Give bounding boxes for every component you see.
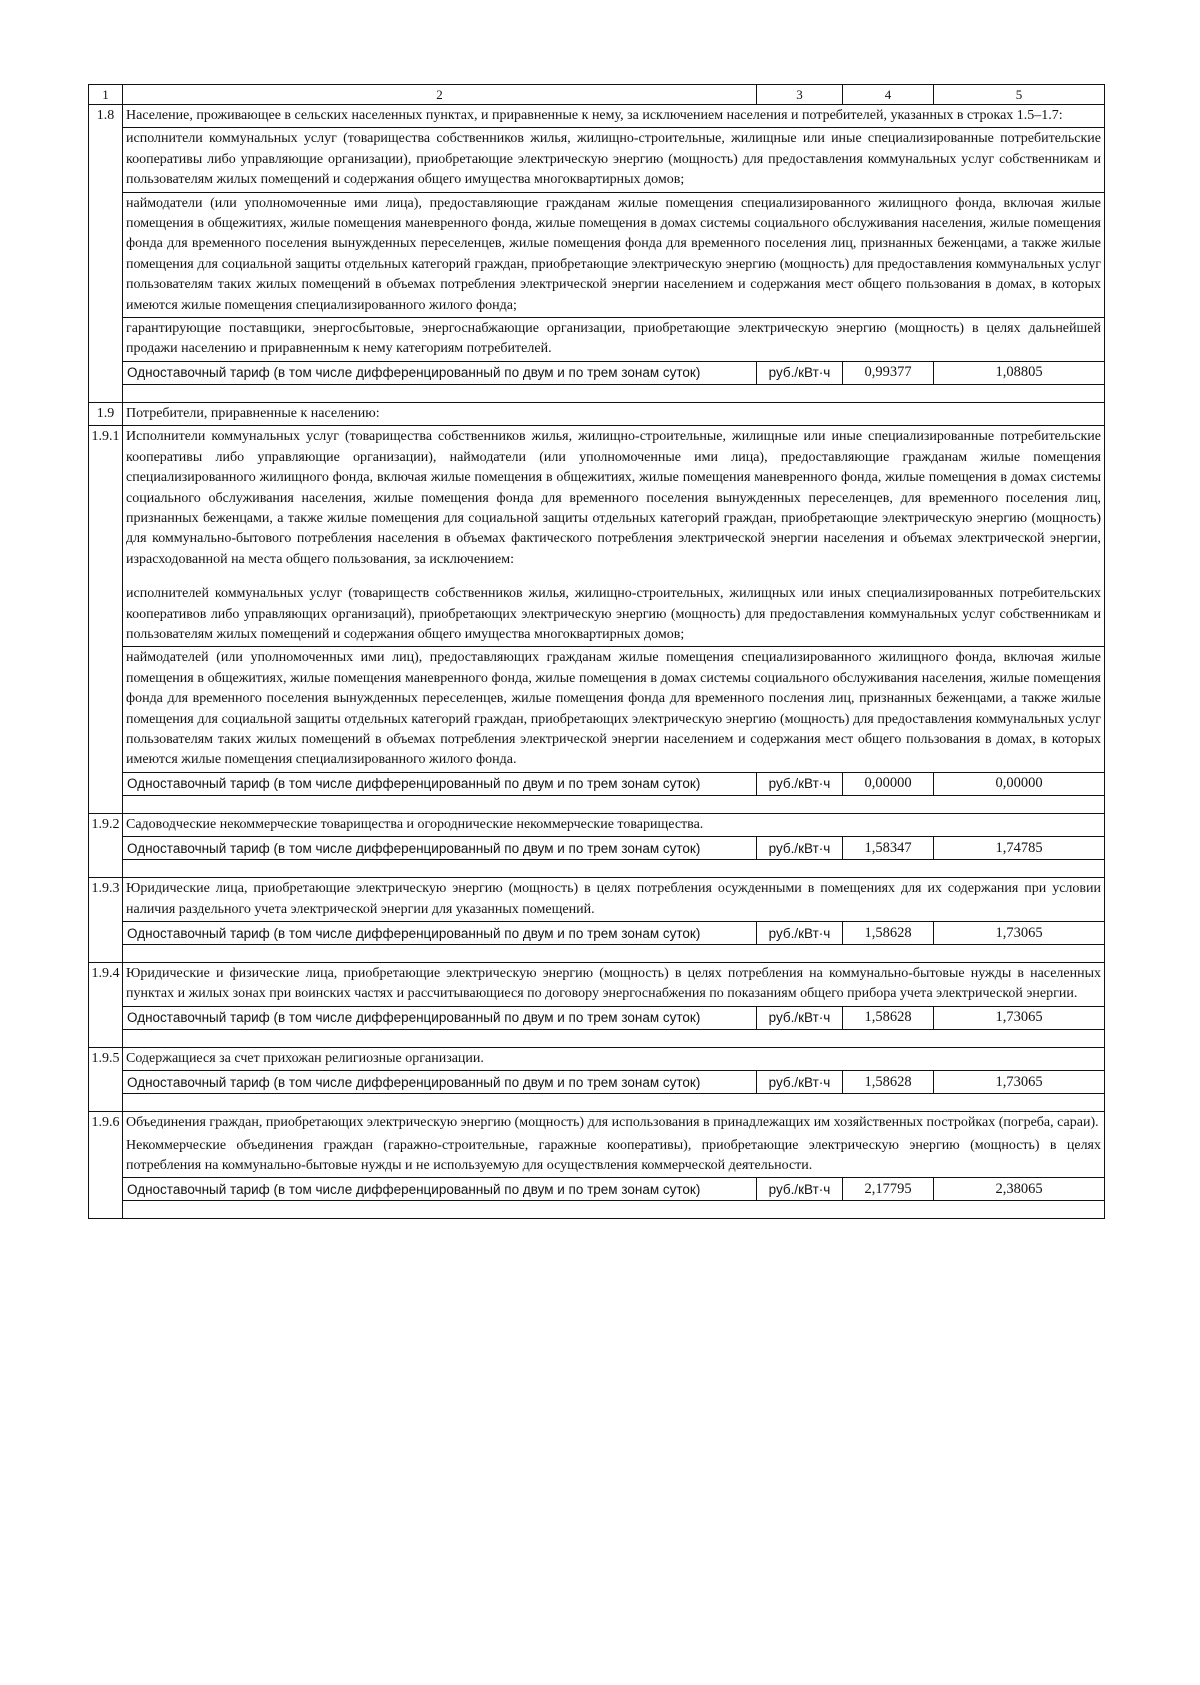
tariff-label: Одноставочный тариф (в том числе дифференцированный по двум и по трем зонам суток)	[123, 837, 757, 860]
tariff-value-col5: 2,38065	[934, 1178, 1105, 1201]
section-number: 1.9.1	[89, 426, 123, 814]
spacer-cell	[123, 1094, 1105, 1112]
section-row	[89, 963, 1105, 1007]
section-description	[123, 878, 1105, 922]
tariff-value-col4: 1,58628	[843, 922, 934, 945]
tariff-value-col5: 0,00000	[934, 772, 1105, 795]
spacer-row	[89, 860, 1105, 878]
section-description	[123, 402, 1105, 425]
section-paragraph: Потребители, приравненные к населению:	[126, 405, 380, 421]
section-paragraph: гарантирующие поставщики, энергосбытовые, энергоснабжающие организации, приобретающие электрическую энергию (мощность) в целях дальнейшей продажи населению и приравненным к нему категориям потребителей.	[123, 317, 1104, 361]
header-col-2: 2	[123, 85, 757, 105]
section-paragraph: исполнителей коммунальных услуг (товариществ собственников жилья, жилищно-строительных, жилищных или иных специализированных потребительских кооперативов либо управляющих организаций), приобретающих электрическую энергию (мощность) для предоставления коммунальных услуг собственникам и пользователям жилых помещений и содержания общего имущества многоквартирных домов;	[126, 586, 1101, 642]
section-paragraph: наймодатели (или уполномоченные ими лица), предоставляющие гражданам жилые помещения специализированного жилищного фонда, включая жилые помещения в общежитиях, жилые помещения маневренного фонда, жилые помещения в домах системы социального обслуживания населения, жилые помещения фонда для временного поселения вынужденных переселенцев, жилые помещения фонда для временного поселения лиц, признанных беженцами, а также жилые помещения для социальной защиты отдельных категорий граждан, приобретающие электрическую энергию (мощность) для предоставления коммунальных услуг пользователям таких жилых помещений в объемах потребления электрической энергии населением и содержания мест общего пользования в домах, в которых имеются жилые помещения специализированного жилого фонда;	[123, 192, 1104, 317]
tariff-unit: руб./кВт·ч	[757, 837, 843, 860]
tariff-label: Одноставочный тариф (в том числе дифференцированный по двум и по трем зонам суток)	[123, 361, 757, 384]
tariff-value-col4: 1,58628	[843, 1071, 934, 1094]
tariff-value-col5: 1,74785	[934, 837, 1105, 860]
section-row	[89, 105, 1105, 362]
section-paragraph: Содержащиеся за счет прихожан религиозные организации.	[126, 1050, 484, 1066]
tariff-unit: руб./кВт·ч	[757, 1006, 843, 1029]
spacer-cell	[123, 945, 1105, 963]
section-paragraph: Юридические лица, приобретающие электрическую энергию (мощность) в целях потребления осужденными в помещениях для их содержания при условии наличия раздельного учета электрической энергии для указанных помещений.	[126, 881, 1101, 917]
section-paragraph: Население, проживающее в сельских населенных пунктах, и приравненные к нему, за исключением населения и потребителей, указанных в строках 1.5–1.7:	[126, 108, 1063, 123]
tariff-label: Одноставочный тариф (в том числе дифференцированный по двум и по трем зонам суток)	[123, 1006, 757, 1029]
tariff-document	[88, 84, 1104, 1219]
tariff-value-col5: 1,73065	[934, 1071, 1105, 1094]
section-paragraph: Объединения граждан, приобретающих электрическую энергию (мощность) для использования в принадлежащих им хозяйственных постройках (погреба, сараи).	[126, 1115, 1099, 1131]
spacer-cell	[123, 795, 1105, 813]
tariff-value-col4: 0,00000	[843, 772, 934, 795]
spacer-cell	[123, 384, 1105, 402]
section-description	[123, 963, 1105, 1007]
tariff-row	[89, 922, 1105, 945]
section-description	[123, 1047, 1105, 1070]
header-col-1: 1	[89, 85, 123, 105]
spacer-cell	[123, 860, 1105, 878]
spacer-row	[89, 1201, 1105, 1219]
tariff-value-col4: 1,58628	[843, 1006, 934, 1029]
section-paragraph: Юридические и физические лица, приобретающие электрическую энергию (мощность) в целях потребления на коммунально-бытовые нужды в населенных пунктах и жилых зонах при воинских частях и рассчитывающиеся по договору энергоснабжения по показаниям общего прибора учета электрической энергии.	[126, 966, 1101, 1002]
section-number: 1.9.5	[89, 1047, 123, 1111]
tariff-row	[89, 361, 1105, 384]
section-paragraph: исполнители коммунальных услуг (товарищества собственников жилья, жилищно-строительные, жилищные или иные специализированные потребительские кооперативы либо управляющие организации), приобретающие электрическую энергию (мощность) для предоставления коммунальных услуг собственникам и пользователям жилых помещений и содержания общего имущества многоквартирных домов;	[123, 127, 1104, 191]
section-number: 1.9	[89, 402, 123, 425]
section-row	[89, 402, 1105, 425]
spacer-row	[89, 945, 1105, 963]
section-description	[123, 105, 1105, 362]
section-number: 1.8	[89, 105, 123, 403]
tariff-unit: руб./кВт·ч	[757, 1178, 843, 1201]
header-col-4: 4	[843, 85, 934, 105]
spacer-row	[89, 384, 1105, 402]
tariff-row	[89, 1178, 1105, 1201]
section-number: 1.9.6	[89, 1112, 123, 1219]
tariff-label: Одноставочный тариф (в том числе дифференцированный по двум и по трем зонам суток)	[123, 922, 757, 945]
tariff-label: Одноставочный тариф (в том числе дифференцированный по двум и по трем зонам суток)	[123, 1071, 757, 1094]
section-row	[89, 1047, 1105, 1070]
section-row	[89, 878, 1105, 922]
section-number: 1.9.4	[89, 963, 123, 1048]
tariff-value-col4: 0,99377	[843, 361, 934, 384]
section-paragraph: наймодателей (или уполномоченных ими лиц), предоставляющих гражданам жилые помещения специализированного жилищного фонда, включая жилые помещения в общежитиях, жилые помещения маневренного фонда, жилые помещения в домах системы социального обслуживания населения, жилые помещения фонда для временного поселения вынужденных переселенцев, жилые помещения фонда для временного посления лиц, признанных беженцами, а также жилые помещения для социальной защиты отдельных категорий граждан, приобретающих электрическую энергию (мощность) для предоставления коммунальных услуг пользователям таких жилых помещений в объемах потребления электрической энергии населением и содержания мест общего пользования в домах, в которых имеются жилые помещения специализированного жилого фонда.	[123, 646, 1104, 771]
section-paragraph: Садоводческие некоммерческие товарищества и огороднические некоммерческие товарищества.	[126, 816, 704, 832]
tariff-row	[89, 1006, 1105, 1029]
section-row	[89, 426, 1105, 773]
section-number: 1.9.2	[89, 813, 123, 877]
tariff-value-col4: 1,58347	[843, 837, 934, 860]
tariff-unit: руб./кВт·ч	[757, 361, 843, 384]
tariff-row	[89, 837, 1105, 860]
tariff-value-col4: 2,17795	[843, 1178, 934, 1201]
tariff-unit: руб./кВт·ч	[757, 772, 843, 795]
section-paragraph: Некоммерческие объединения граждан (гаражно-строительные, гаражные кооперативы), приобретающие электрическую энергию (мощность) в целях потребления на коммунально-бытовые нужды и не используемую для осуществления коммерческой деятельности.	[126, 1137, 1101, 1174]
tariff-label: Одноставочный тариф (в том числе дифференцированный по двум и по трем зонам суток)	[123, 1178, 757, 1201]
tariff-table	[88, 84, 1105, 1219]
tariff-label: Одноставочный тариф (в том числе дифференцированный по двум и по трем зонам суток)	[123, 772, 757, 795]
tariff-unit: руб./кВт·ч	[757, 1071, 843, 1094]
section-description	[123, 813, 1105, 836]
section-row	[89, 1112, 1105, 1178]
section-description	[123, 426, 1105, 773]
tariff-value-col5: 1,73065	[934, 1006, 1105, 1029]
header-col-5: 5	[934, 85, 1105, 105]
tariff-value-col5: 1,08805	[934, 361, 1105, 384]
tariff-unit: руб./кВт·ч	[757, 922, 843, 945]
header-col-3: 3	[757, 85, 843, 105]
spacer-cell	[123, 1201, 1105, 1219]
spacer-row	[89, 1094, 1105, 1112]
spacer-row	[89, 795, 1105, 813]
header-row	[89, 85, 1105, 105]
section-row	[89, 813, 1105, 836]
tariff-value-col5: 1,73065	[934, 922, 1105, 945]
spacer-cell	[123, 1029, 1105, 1047]
section-paragraph: Исполнители коммунальных услуг (товарищества собственников жилья, жилищно-строительные, жилищные или иные специализированные потребительские кооперативы либо управляющие организации), наймодатели (или уполномоченные ими лица), предоставляющие гражданам жилые помещения специализированного жилищного фонда, включая жилые помещения в общежитиях, жилые помещения маневренного фонда, жилые помещения в домах системы социального обслуживания населения, жилые помещения фонда для временного поселения вынужденных переселенцев, для временного поселения лиц, признанных беженцами, а также жилые помещения для социальной защиты отдельных категорий граждан, приобретающие электрическую энергию (мощность) для коммунально-бытового потребления населения в объемах фактического потребления электрической энергии населения и объемах электрической энергии, израсходованной на места общего пользования, за исключением:	[126, 429, 1101, 567]
tariff-row	[89, 1071, 1105, 1094]
tariff-row	[89, 772, 1105, 795]
spacer-row	[89, 1029, 1105, 1047]
section-number: 1.9.3	[89, 878, 123, 963]
section-description	[123, 1112, 1105, 1178]
